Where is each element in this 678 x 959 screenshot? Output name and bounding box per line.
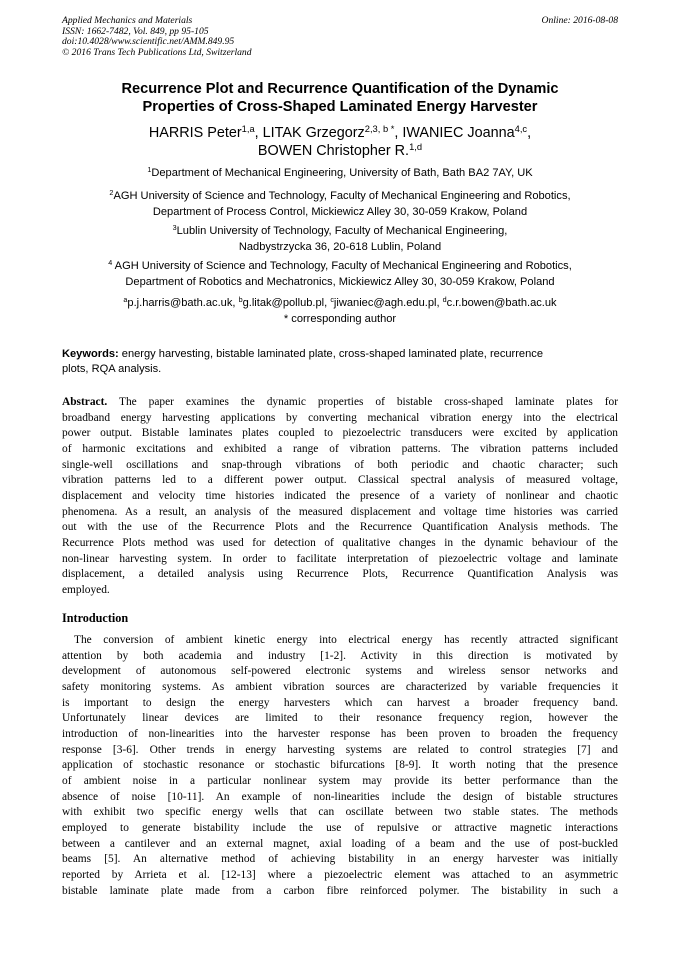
- author-name: BOWEN Christopher R.: [257, 143, 410, 159]
- body-line: response [3-6]. Other trends in energy harvesting systems are related to control strategies [7] and: [62, 743, 618, 756]
- abstract-line: broadband energy harvesting applications by converting mechanical vibration energy into the electrical: [62, 411, 618, 424]
- author-emails: [62, 296, 618, 327]
- author-name: LITAK Grzegorz: [262, 125, 365, 141]
- email-mark: a: [123, 295, 128, 305]
- affiliation-text: AGH University of Science and Technology, Faculty of Mechanical Engineering and Robotics,: [112, 260, 572, 272]
- abstract-line: phenomena. As a result, an analysis of the measured displacement and voltage time histories was carried: [62, 505, 618, 518]
- keywords-line: [62, 347, 618, 362]
- paper-title: [62, 80, 618, 116]
- author-name: IWANIEC Joanna: [402, 125, 515, 141]
- abstract-line: displacement and velocity time histories indicated the presence of a variety of nonlinear and chaotic: [62, 489, 618, 502]
- affiliation-line: [62, 166, 618, 182]
- body-line: with exhibit two specific energy wells that can oscillate between two stable states. The methods: [62, 806, 618, 819]
- body-line: safety monitoring systems. As ambient vibration sources are characterized by variable frequencies it: [62, 680, 618, 693]
- email-line: [62, 296, 618, 312]
- affiliation-text: Department of Mechanical Engineering, University of Bath, Bath BA2 7AY, UK: [151, 167, 533, 179]
- affiliation-text: AGH University of Science and Technology, Faculty of Mechanical Engineering and Robotics,: [113, 190, 571, 202]
- author-affiliation-mark: 2,3, b *: [364, 123, 395, 134]
- abstract: [62, 395, 618, 599]
- author-line: [62, 124, 618, 142]
- keywords-text: energy harvesting, bistable laminated plate, cross-shaped laminated plate, recurrence: [118, 348, 543, 360]
- abstract-text: The paper examines the dynamic properties of bistable cross-shaped laminate plates for: [107, 396, 618, 408]
- email-address: g.litak@pollub.pl,: [242, 297, 331, 309]
- abstract-line: power output. Bistable laminates plates coupled to piezoelectric transducers were excited by application: [62, 427, 618, 440]
- author-affiliation-mark: 1,d: [409, 141, 423, 152]
- author-affiliation-mark: 1,a: [241, 123, 255, 134]
- email-address: p.j.harris@bath.ac.uk,: [127, 297, 239, 309]
- journal-issn: ISSN: 1662-7482, Vol. 849, pp 95-105: [62, 25, 209, 37]
- keywords-line: plots, RQA analysis.: [62, 362, 162, 375]
- affiliation-number: 4: [108, 258, 113, 268]
- keywords: [62, 347, 618, 376]
- journal-copyright: © 2016 Trans Tech Publications Ltd, Switzerland: [62, 46, 252, 58]
- email-mark: c: [330, 295, 334, 305]
- affiliation-number: 2: [109, 188, 114, 198]
- body-line: development of autonomous self-powered electronic systems and wireless sensor networks and: [62, 665, 618, 678]
- affiliation-text: Lublin University of Technology, Faculty of Mechanical Engineering,: [176, 225, 508, 237]
- body-line: reported by Arrieta et al. [12-13] where a piezoelectric element was attached to an asymmetric: [62, 868, 618, 881]
- journal-header: [62, 16, 618, 58]
- affiliation-line: Department of Process Control, Mickiewicz Alley 30, 30-059 Krakow, Poland: [152, 205, 528, 218]
- author-separator: ,: [394, 125, 403, 141]
- affiliation-line: Department of Robotics and Mechatronics, Mickiewicz Alley 30, 30-059 Krakow, Poland: [125, 275, 555, 288]
- abstract-line: non-linear harvesting system. In order to facilitate interpretation of piezoelectric voltage and laminate: [62, 552, 618, 565]
- author-line: [62, 142, 618, 160]
- affiliation-line: [62, 224, 618, 240]
- body-line: is important to design the energy harvesters which can harvest a broader frequency band.: [62, 696, 618, 709]
- corresponding-author-note: * corresponding author: [283, 312, 397, 325]
- abstract-line: displacement, a detailed analysis using Recurrence Plots, Recurrence Quantification Analysis was: [62, 568, 618, 581]
- title-line: Recurrence Plot and Recurrence Quantification of the Dynamic: [121, 81, 559, 97]
- body-line: application of stochastic resonance or stochastic bifurcations [8-9]. It worth noting that the presence: [62, 759, 618, 772]
- body-line: bistable laminate plate made from a carbon fibre reinforced polymer. The bistability in such a: [62, 884, 618, 897]
- abstract-line: out with the use of the Recurrence Plots and the Recurrence Quantification Analysis methods. The: [62, 521, 618, 534]
- affiliation: [62, 189, 618, 220]
- online-date: Online: 2016-08-08: [541, 15, 618, 26]
- affiliation: [62, 259, 618, 290]
- author-list: [62, 124, 618, 160]
- author-separator: ,: [527, 125, 532, 141]
- abstract-line: vibration patterns led to a different power output. Classical spectral analysis of measured voltage,: [62, 474, 618, 487]
- title-line: Properties of Cross-Shaped Laminated Energy Harvester: [142, 99, 538, 115]
- body-line: beams [5]. An alternative method of achieving bistability in an energy harvester was initially: [62, 853, 618, 866]
- author-name: HARRIS Peter: [148, 125, 242, 141]
- body-line: Unfortunately linear devices are limited to their resonance frequency region, however the: [62, 712, 618, 725]
- body-line: The conversion of ambient kinetic energy into electrical energy has recently attracted significant: [74, 634, 618, 646]
- affiliation-line: [62, 259, 618, 275]
- abstract-line: Recurrence Plots method was used for detection of qualitative changes in the dynamic behaviour of the: [62, 536, 618, 549]
- abstract-line: single-well oscillations and snap-through vibrations of both periodic and chaotic character; such: [62, 458, 618, 471]
- affiliation-number: 3: [172, 223, 177, 233]
- abstract-line: [62, 395, 618, 411]
- affiliation: [62, 166, 618, 182]
- section-heading-introduction: Introduction: [62, 611, 129, 625]
- author-separator: ,: [254, 125, 263, 141]
- body-line: between a cantilever and an external magnet, axial loading of a beam and the use of post-buckled: [62, 837, 618, 850]
- email-address: jiwaniec@agh.edu.pl,: [333, 297, 443, 309]
- journal-name: Applied Mechanics and Materials: [62, 15, 193, 26]
- email-address: c.r.bowen@bath.ac.uk: [446, 297, 557, 309]
- body-line: absence of noise [10-11]. An example of non-linearities include the design of bistable structures: [62, 790, 618, 803]
- journal-doi: doi:10.4028/www.scientific.net/AMM.849.95: [62, 36, 235, 48]
- email-mark: b: [238, 295, 243, 305]
- body-line: introduction of non-linearities into the harvester response has been proven to broaden the frequency: [62, 727, 618, 740]
- body-line: attention by both academia and industry [1-2]. Activity in this direction is motivated by: [62, 649, 618, 662]
- author-affiliation-mark: 4,c: [514, 123, 528, 134]
- abstract-label: Abstract.: [62, 396, 108, 408]
- keywords-label: Keywords:: [62, 348, 119, 360]
- affiliation-number: 1: [147, 165, 152, 175]
- introduction-body: [62, 633, 618, 899]
- abstract-line: of harmonic excitations and exhibited a range of vibration patterns. The vibration patterns included: [62, 442, 618, 455]
- affiliation: [62, 224, 618, 255]
- body-line: of ambient noise in a particular nonlinear system may provide its better performance than the: [62, 774, 618, 787]
- affiliation-line: [62, 189, 618, 205]
- body-line: employed to generate bistability include the use of repulsive or attractive magnetic interactions: [62, 821, 618, 834]
- email-mark: d: [442, 295, 447, 305]
- abstract-line: employed.: [62, 583, 110, 596]
- affiliation-line: Nadbystrzycka 36, 20-618 Lublin, Poland: [238, 240, 442, 253]
